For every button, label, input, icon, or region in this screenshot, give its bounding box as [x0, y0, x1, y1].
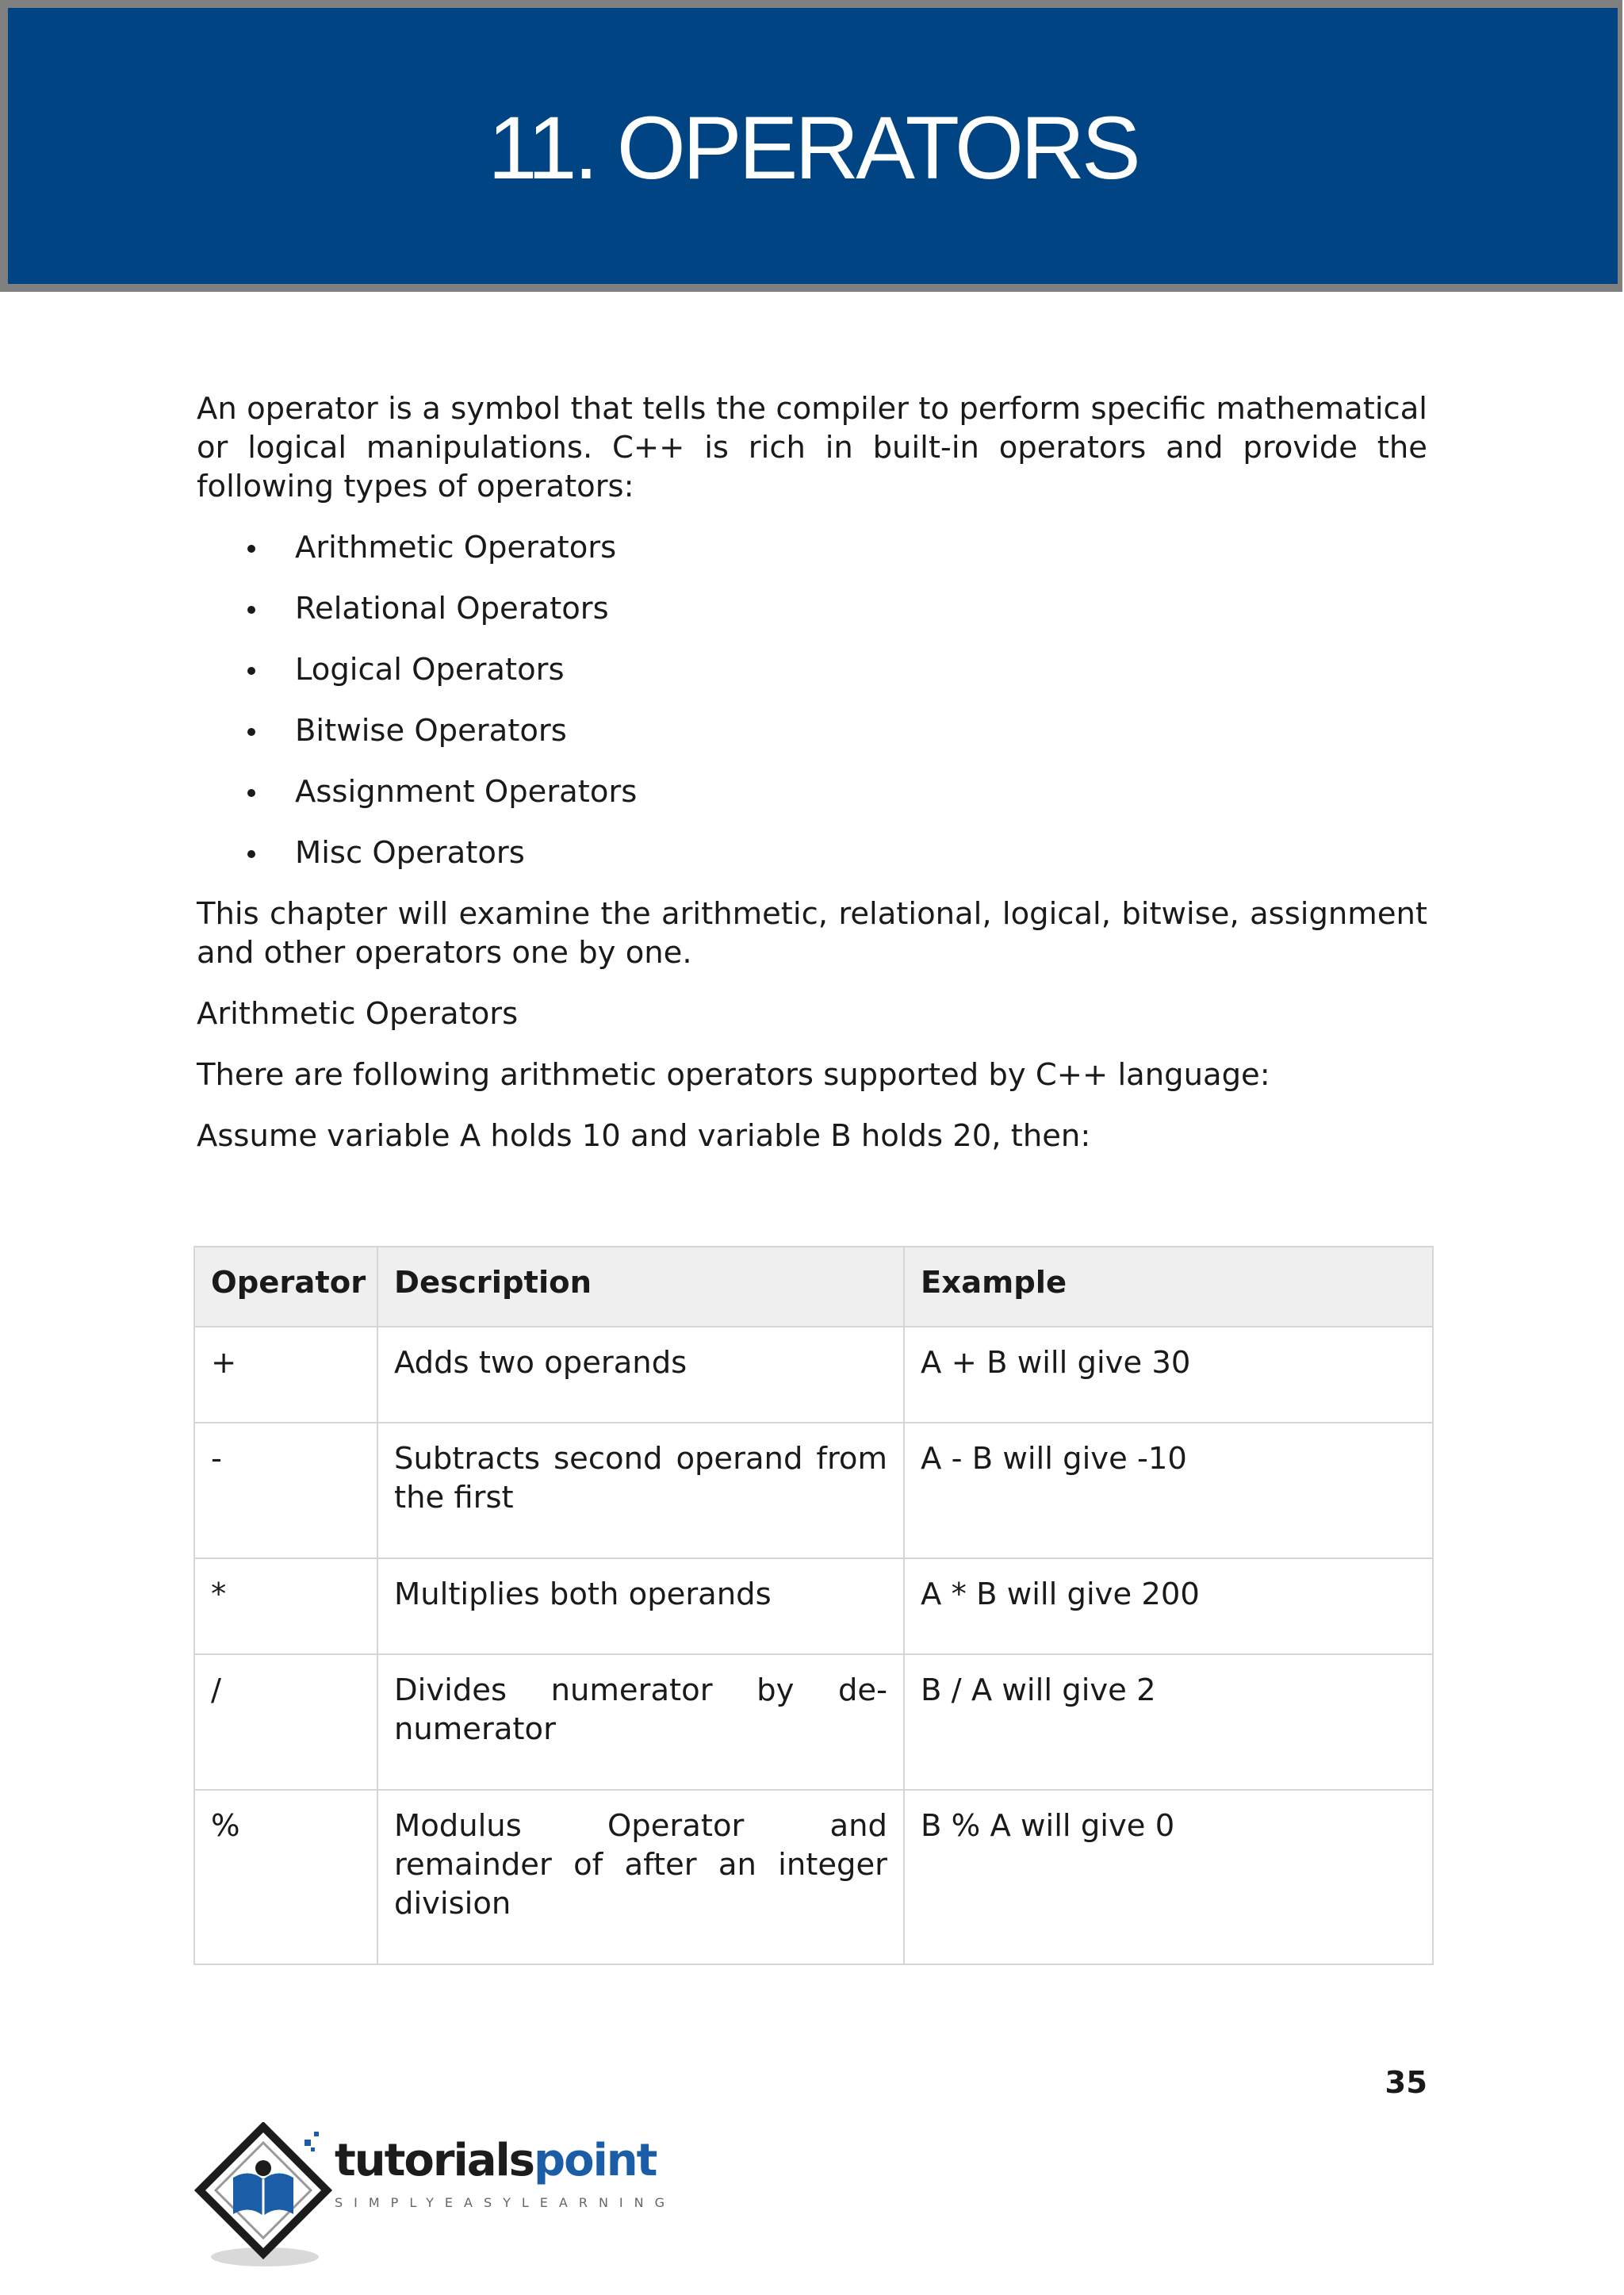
bullet-icon	[247, 667, 255, 675]
list-item	[197, 650, 1427, 689]
list-item-label: Relational Operators	[295, 591, 609, 626]
bullet-icon	[247, 606, 255, 614]
assumption-line: Assume variable A holds 10 and variable B holds 20, then:	[197, 1118, 1091, 1154]
operator-types-list	[197, 528, 1427, 872]
column-header-description: Description	[377, 1247, 904, 1327]
bullet-icon	[247, 850, 255, 858]
chapter-summary: This chapter will examine the arithmetic, relational, logical, bitwise, assignment and other operators one by one.	[197, 896, 1427, 971]
logo-word-tutorials: tutorials	[335, 2135, 534, 2186]
logo-tagline: SIMPLYEASYLEARNING	[335, 2195, 676, 2210]
description-cell: Adds two operands	[377, 1327, 904, 1423]
main-content	[197, 389, 1427, 1155]
table-row	[194, 1423, 1433, 1558]
description-cell: Modulus Operator and remainder of after an integer division	[377, 1790, 904, 1964]
list-item	[197, 528, 1427, 567]
description-cell: Divides numerator by de-numerator	[377, 1654, 904, 1790]
example-cell: B % A will give 0	[904, 1790, 1433, 1964]
supported-operators-line: There are following arithmetic operators supported by C++ language:	[197, 1057, 1270, 1093]
table-header-row	[194, 1247, 1433, 1327]
operator-cell: /	[194, 1654, 377, 1790]
table-row	[194, 1790, 1433, 1964]
page-number: 35	[1385, 2065, 1427, 2101]
bullet-icon	[247, 728, 255, 736]
list-item-label: Assignment Operators	[295, 774, 638, 810]
logo-wordmark	[335, 2133, 656, 2189]
list-item-label: Bitwise Operators	[295, 713, 567, 749]
operator-cell: %	[194, 1790, 377, 1964]
list-item	[197, 589, 1427, 628]
logo-word-point: point	[534, 2135, 657, 2186]
list-item	[197, 833, 1427, 872]
example-cell: A - B will give -10	[904, 1423, 1433, 1558]
bullet-icon	[247, 789, 255, 797]
list-item-label: Misc Operators	[295, 835, 525, 871]
intro-paragraph: An operator is a symbol that tells the compiler to perform specific mathematical or logical manipulations. C++ is rich in built-in operators and provide the following types of operators:	[197, 391, 1427, 504]
example-cell: A * B will give 200	[904, 1558, 1433, 1654]
description-cell: Subtracts second operand from the first	[377, 1423, 904, 1558]
operator-cell: -	[194, 1423, 377, 1558]
list-item	[197, 711, 1427, 750]
logo-book-icon	[193, 2122, 336, 2273]
list-item-label: Logical Operators	[295, 652, 565, 688]
table-row	[194, 1558, 1433, 1654]
bullet-icon	[247, 545, 255, 553]
list-item	[197, 772, 1427, 811]
column-header-operator: Operator	[194, 1247, 377, 1327]
example-cell: A + B will give 30	[904, 1327, 1433, 1423]
section-heading: Arithmetic Operators	[197, 996, 519, 1032]
example-cell: B / A will give 2	[904, 1654, 1433, 1790]
column-header-example: Example	[904, 1247, 1433, 1327]
arithmetic-operators-table	[193, 1246, 1434, 1965]
chapter-title: 11. OPERATORS	[488, 98, 1138, 197]
table-row	[194, 1327, 1433, 1423]
chapter-header-band	[0, 0, 1622, 292]
description-cell: Multiplies both operands	[377, 1558, 904, 1654]
tutorialspoint-logo	[193, 2122, 685, 2273]
operator-cell: *	[194, 1558, 377, 1654]
operator-cell: +	[194, 1327, 377, 1423]
list-item-label: Arithmetic Operators	[295, 530, 617, 565]
table-row	[194, 1654, 1433, 1790]
